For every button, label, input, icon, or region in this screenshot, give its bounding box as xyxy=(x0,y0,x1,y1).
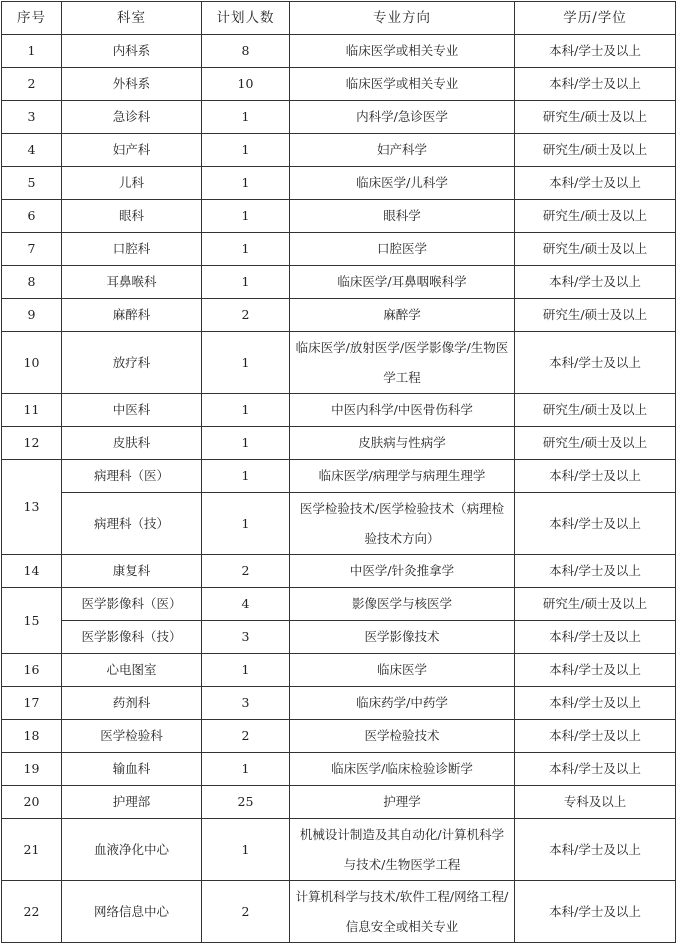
cell-count: 1 xyxy=(202,266,290,299)
cell-major: 临床医学/耳鼻咽喉科学 xyxy=(290,266,515,299)
table-row xyxy=(2,881,676,943)
table-row xyxy=(2,299,676,332)
cell-count: 10 xyxy=(202,68,290,101)
cell-major: 计算机科学与技术/软件工程/网络工程/信息安全或相关专业 xyxy=(290,881,515,943)
cell-dept: 药剂科 xyxy=(62,687,202,720)
cell-dept: 心电图室 xyxy=(62,654,202,687)
cell-degree: 研究生/硕士及以上 xyxy=(515,134,676,167)
cell-major: 医学检验技术/医学检验技术（病理检验技术方向） xyxy=(290,493,515,555)
cell-dept: 耳鼻喉科 xyxy=(62,266,202,299)
cell-count: 1 xyxy=(202,134,290,167)
cell-count: 25 xyxy=(202,786,290,819)
cell-degree: 本科/学士及以上 xyxy=(515,266,676,299)
table-row xyxy=(2,819,676,881)
cell-dept: 眼科 xyxy=(62,200,202,233)
table-row xyxy=(2,555,676,588)
cell-major: 临床医学或相关专业 xyxy=(290,68,515,101)
cell-count: 8 xyxy=(202,35,290,68)
cell-dept: 儿科 xyxy=(62,167,202,200)
cell-dept: 急诊科 xyxy=(62,101,202,134)
cell-id: 20 xyxy=(2,786,62,819)
cell-major: 皮肤病与性病学 xyxy=(290,427,515,460)
cell-dept: 网络信息中心 xyxy=(62,881,202,943)
table-row xyxy=(2,233,676,266)
table-row xyxy=(2,68,676,101)
cell-count: 1 xyxy=(202,394,290,427)
cell-degree: 本科/学士及以上 xyxy=(515,332,676,394)
cell-dept: 外科系 xyxy=(62,68,202,101)
cell-dept: 医学检验科 xyxy=(62,720,202,753)
cell-id: 15 xyxy=(2,588,62,654)
cell-major: 影像医学与核医学 xyxy=(290,588,515,621)
cell-dept: 皮肤科 xyxy=(62,427,202,460)
cell-degree: 本科/学士及以上 xyxy=(515,68,676,101)
cell-degree: 研究生/硕士及以上 xyxy=(515,233,676,266)
table-row xyxy=(2,654,676,687)
cell-count: 1 xyxy=(202,332,290,394)
cell-major: 临床医学/临床检验诊断学 xyxy=(290,753,515,786)
cell-id: 10 xyxy=(2,332,62,394)
cell-degree: 研究生/硕士及以上 xyxy=(515,588,676,621)
cell-degree: 研究生/硕士及以上 xyxy=(515,299,676,332)
cell-id: 16 xyxy=(2,654,62,687)
cell-degree: 本科/学士及以上 xyxy=(515,687,676,720)
table-row xyxy=(2,134,676,167)
cell-count: 2 xyxy=(202,555,290,588)
cell-degree: 本科/学士及以上 xyxy=(515,654,676,687)
cell-id: 19 xyxy=(2,753,62,786)
cell-major: 临床药学/中药学 xyxy=(290,687,515,720)
cell-id: 1 xyxy=(2,35,62,68)
cell-dept: 病理科（技） xyxy=(62,493,202,555)
table-row xyxy=(2,394,676,427)
cell-id: 8 xyxy=(2,266,62,299)
cell-major: 内科学/急诊医学 xyxy=(290,101,515,134)
cell-count: 3 xyxy=(202,621,290,654)
table-row xyxy=(2,101,676,134)
cell-degree: 研究生/硕士及以上 xyxy=(515,427,676,460)
cell-count: 1 xyxy=(202,101,290,134)
cell-major: 机械设计制造及其自动化/计算机科学与技术/生物医学工程 xyxy=(290,819,515,881)
cell-id: 12 xyxy=(2,427,62,460)
cell-degree: 专科及以上 xyxy=(515,786,676,819)
cell-major: 临床医学或相关专业 xyxy=(290,35,515,68)
table-row xyxy=(2,786,676,819)
cell-major: 临床医学 xyxy=(290,654,515,687)
cell-degree: 本科/学士及以上 xyxy=(515,493,676,555)
cell-degree: 本科/学士及以上 xyxy=(515,460,676,493)
table-row xyxy=(2,167,676,200)
cell-dept: 康复科 xyxy=(62,555,202,588)
cell-major: 中医内科学/中医骨伤科学 xyxy=(290,394,515,427)
cell-dept: 医学影像科（技） xyxy=(62,621,202,654)
cell-dept: 医学影像科（医） xyxy=(62,588,202,621)
cell-major: 临床医学/病理学与病理生理学 xyxy=(290,460,515,493)
cell-id: 3 xyxy=(2,101,62,134)
header-count: 计划人数 xyxy=(202,2,290,35)
table-row xyxy=(2,266,676,299)
cell-major: 医学检验技术 xyxy=(290,720,515,753)
header-degree: 学历/学位 xyxy=(515,2,676,35)
cell-count: 3 xyxy=(202,687,290,720)
cell-degree: 本科/学士及以上 xyxy=(515,720,676,753)
cell-major: 妇产科学 xyxy=(290,134,515,167)
cell-dept: 放疗科 xyxy=(62,332,202,394)
cell-id: 11 xyxy=(2,394,62,427)
cell-degree: 研究生/硕士及以上 xyxy=(515,394,676,427)
cell-id: 7 xyxy=(2,233,62,266)
cell-id: 21 xyxy=(2,819,62,881)
cell-dept: 输血科 xyxy=(62,753,202,786)
recruitment-table xyxy=(1,1,676,943)
cell-dept: 口腔科 xyxy=(62,233,202,266)
cell-count: 1 xyxy=(202,753,290,786)
cell-degree: 本科/学士及以上 xyxy=(515,555,676,588)
cell-major: 麻醉学 xyxy=(290,299,515,332)
cell-count: 1 xyxy=(202,200,290,233)
cell-id: 4 xyxy=(2,134,62,167)
table-row xyxy=(2,200,676,233)
cell-id: 17 xyxy=(2,687,62,720)
cell-count: 1 xyxy=(202,460,290,493)
cell-major: 眼科学 xyxy=(290,200,515,233)
cell-degree: 研究生/硕士及以上 xyxy=(515,101,676,134)
cell-count: 1 xyxy=(202,233,290,266)
cell-count: 1 xyxy=(202,167,290,200)
cell-count: 2 xyxy=(202,720,290,753)
header-id: 序号 xyxy=(2,2,62,35)
cell-count: 1 xyxy=(202,819,290,881)
cell-count: 4 xyxy=(202,588,290,621)
cell-degree: 本科/学士及以上 xyxy=(515,881,676,943)
cell-id: 18 xyxy=(2,720,62,753)
cell-degree: 本科/学士及以上 xyxy=(515,753,676,786)
cell-dept: 妇产科 xyxy=(62,134,202,167)
table-row xyxy=(2,753,676,786)
cell-id: 14 xyxy=(2,555,62,588)
cell-dept: 血液净化中心 xyxy=(62,819,202,881)
cell-major: 中医学/针灸推拿学 xyxy=(290,555,515,588)
header-dept: 科室 xyxy=(62,2,202,35)
cell-degree: 本科/学士及以上 xyxy=(515,819,676,881)
cell-dept: 内科系 xyxy=(62,35,202,68)
cell-major: 医学影像技术 xyxy=(290,621,515,654)
cell-major: 护理学 xyxy=(290,786,515,819)
cell-dept: 病理科（医） xyxy=(62,460,202,493)
cell-id: 6 xyxy=(2,200,62,233)
cell-count: 1 xyxy=(202,654,290,687)
table-row xyxy=(2,493,676,555)
table-row xyxy=(2,720,676,753)
table-row xyxy=(2,35,676,68)
cell-id: 13 xyxy=(2,460,62,555)
table-row xyxy=(2,687,676,720)
header-row xyxy=(2,2,676,35)
cell-dept: 麻醉科 xyxy=(62,299,202,332)
cell-count: 1 xyxy=(202,493,290,555)
cell-major: 临床医学/放射医学/医学影像学/生物医学工程 xyxy=(290,332,515,394)
cell-id: 5 xyxy=(2,167,62,200)
cell-degree: 本科/学士及以上 xyxy=(515,35,676,68)
header-major: 专业方向 xyxy=(290,2,515,35)
table-row xyxy=(2,332,676,394)
cell-count: 2 xyxy=(202,299,290,332)
cell-id: 22 xyxy=(2,881,62,943)
cell-id: 2 xyxy=(2,68,62,101)
table-row xyxy=(2,460,676,493)
cell-dept: 护理部 xyxy=(62,786,202,819)
cell-count: 2 xyxy=(202,881,290,943)
cell-dept: 中医科 xyxy=(62,394,202,427)
cell-degree: 研究生/硕士及以上 xyxy=(515,200,676,233)
cell-major: 口腔医学 xyxy=(290,233,515,266)
cell-count: 1 xyxy=(202,427,290,460)
cell-id: 9 xyxy=(2,299,62,332)
table-row xyxy=(2,427,676,460)
table-row xyxy=(2,621,676,654)
cell-degree: 本科/学士及以上 xyxy=(515,621,676,654)
table-row xyxy=(2,588,676,621)
cell-major: 临床医学/儿科学 xyxy=(290,167,515,200)
cell-degree: 本科/学士及以上 xyxy=(515,167,676,200)
